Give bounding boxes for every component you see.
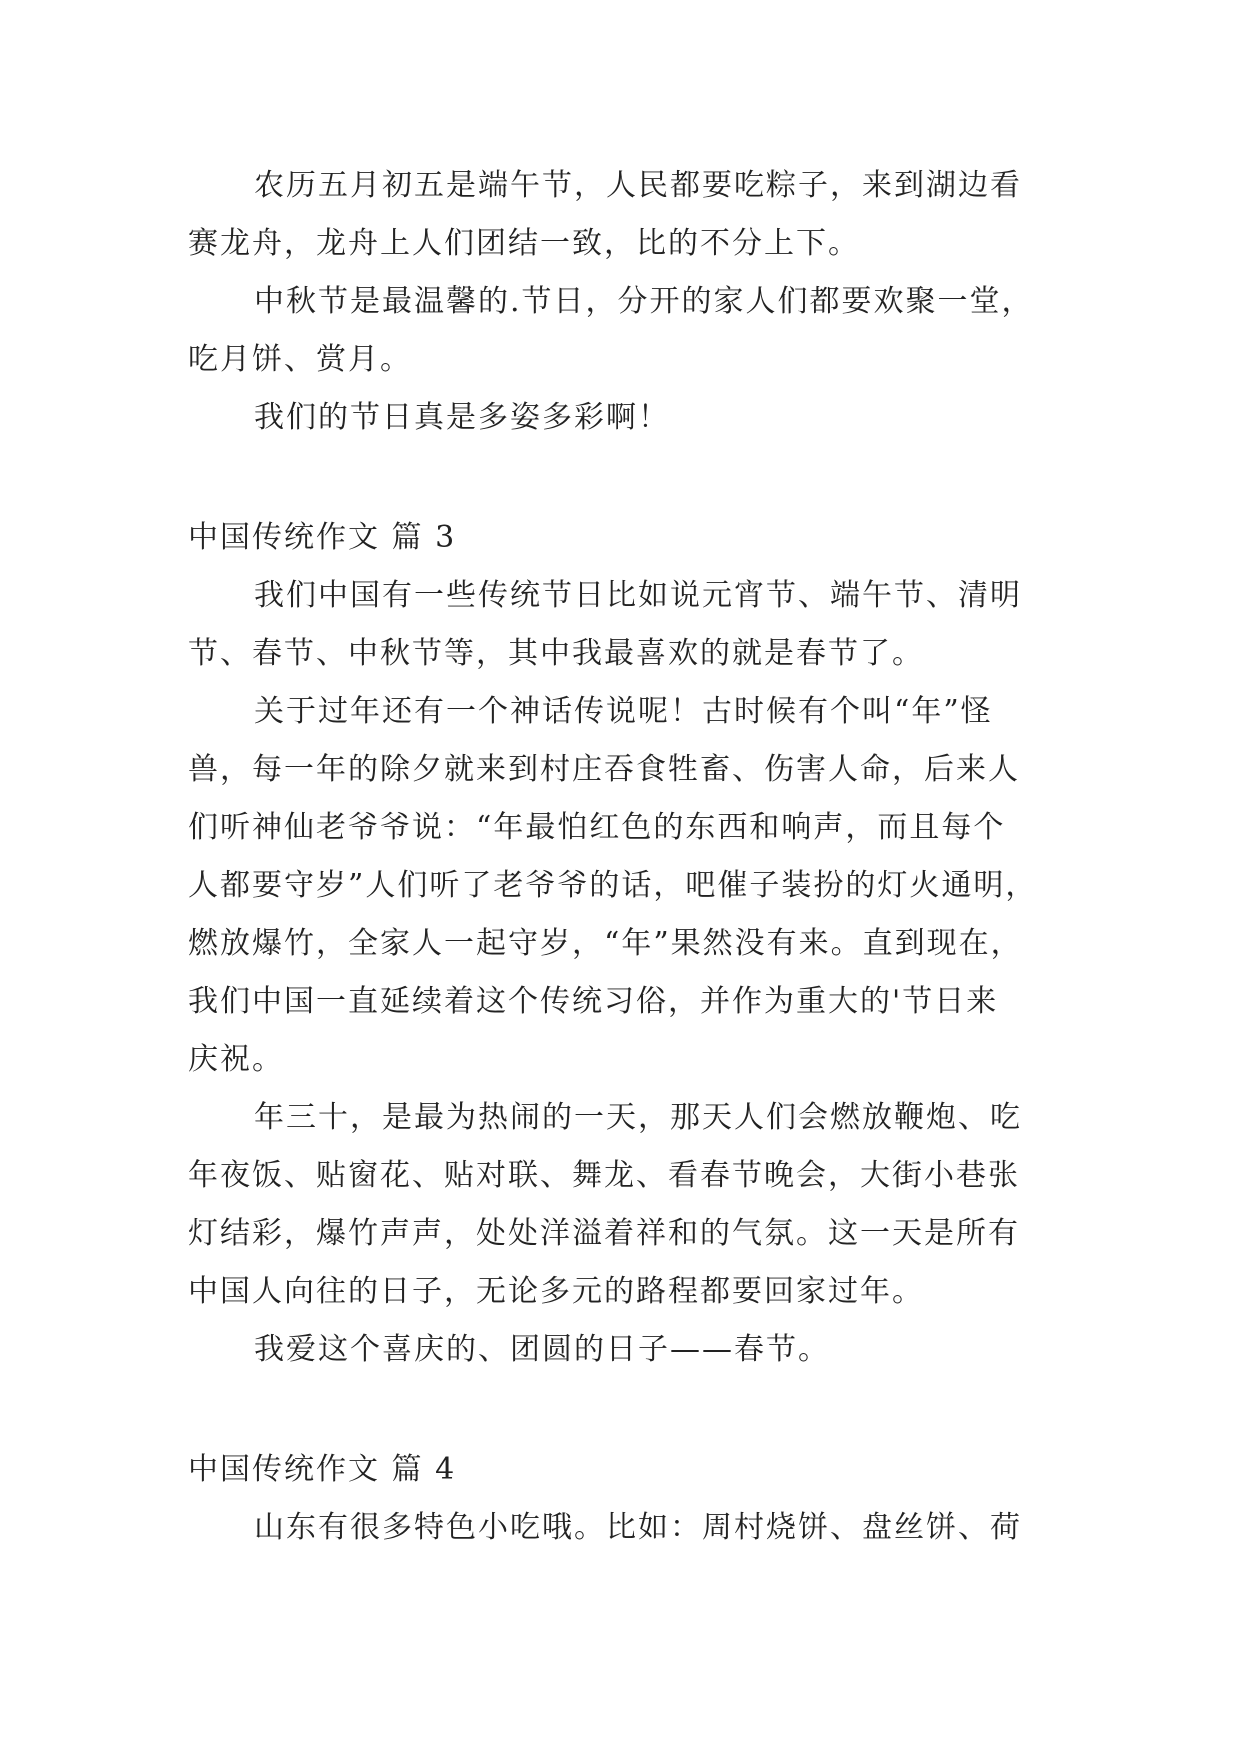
section-heading: 中国传统作文 篇 4 [188, 1452, 457, 1487]
section-spacer [188, 447, 1060, 509]
text-line: 吃月饼、赏月。 [188, 342, 412, 377]
text-line: 灯结彩，爆竹声声，处处洋溢着祥和的气氛。这一天是所有 [188, 1216, 1020, 1251]
text-line: 兽，每一年的除夕就来到村庄吞食牲畜、伤害人命，后来人 [188, 752, 1020, 787]
text-line: 我们中国一直延续着这个传统习俗，并作为重大的'节日来 [188, 984, 999, 1019]
document-page [188, 157, 1060, 1557]
paragraph [188, 683, 1060, 1089]
text-line: 中秋节是最温馨的.节日，分开的家人们都要欢聚一堂， [254, 284, 1034, 319]
text-line: 赛龙舟，龙舟上人们团结一致，比的不分上下。 [188, 226, 860, 261]
text-line: 中国人向往的日子，无论多元的路程都要回家过年。 [188, 1274, 924, 1309]
text-line: 我爱这个喜庆的、团圆的日子——春节。 [254, 1332, 830, 1367]
text-line: 山东有很多特色小吃哦。比如：周村烧饼、盘丝饼、荷 [254, 1510, 1022, 1545]
text-line: 我们中国有一些传统节日比如说元宵节、端午节、清明 [254, 578, 1022, 613]
text-line: 人都要守岁”人们听了老爷爷的话，吧催子装扮的灯火通明， [188, 868, 1038, 903]
paragraph [188, 157, 1060, 273]
text-line: 农历五月初五是端午节，人民都要吃粽子，来到湖边看 [254, 168, 1022, 203]
paragraph [188, 1321, 1060, 1379]
text-line: 们听神仙老爷爷说：“年最怕红色的东西和响声，而且每个 [188, 810, 1006, 845]
paragraph [188, 273, 1060, 389]
section-heading: 中国传统作文 篇 3 [188, 520, 457, 555]
paragraph [188, 567, 1060, 683]
paragraph [188, 389, 1060, 447]
text-line: 节、春节、中秋节等，其中我最喜欢的就是春节了。 [188, 636, 924, 671]
section-spacer [188, 1379, 1060, 1441]
text-line: 年夜饭、贴窗花、贴对联、舞龙、看春节晚会，大街小巷张 [188, 1158, 1020, 1193]
text-line: 关于过年还有一个神话传说呢！古时候有个叫“年”怪 [254, 694, 993, 729]
paragraph [188, 1089, 1060, 1321]
text-line: 我们的节日真是多姿多彩啊！ [254, 400, 670, 435]
paragraph [188, 1499, 1060, 1557]
text-line: 燃放爆竹，全家人一起守岁，“年”果然没有来。直到现在， [188, 926, 1023, 961]
text-line: 年三十，是最为热闹的一天，那天人们会燃放鞭炮、吃 [254, 1100, 1022, 1135]
text-line: 庆祝。 [188, 1042, 284, 1077]
